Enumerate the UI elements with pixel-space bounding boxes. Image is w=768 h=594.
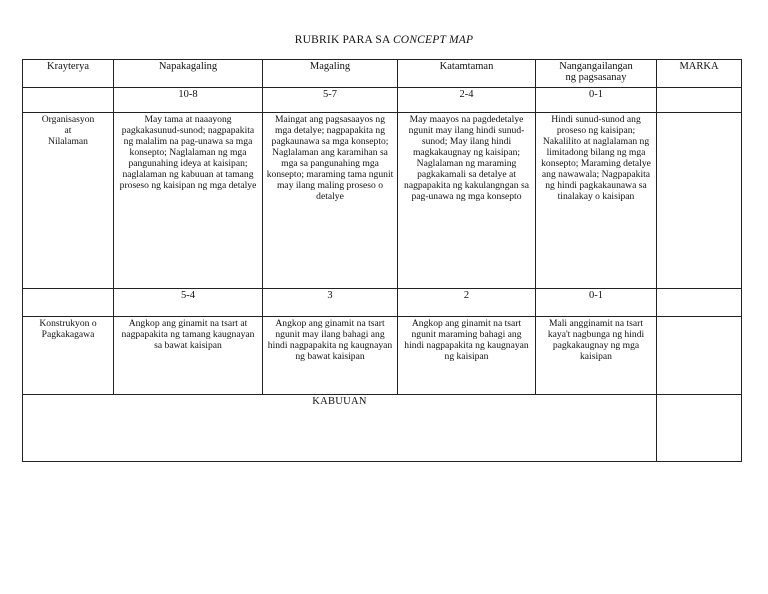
score-cell: 3 xyxy=(263,289,398,317)
score-row xyxy=(23,289,742,317)
header-score: MARKA xyxy=(657,60,742,88)
header-level-1: Napakagaling xyxy=(114,60,263,88)
score-row xyxy=(23,88,742,113)
description-cell: Angkop ang ginamit na tsart at nagpapakita ng tamang kaugnayan sa bawat kaisipan xyxy=(114,317,263,395)
header-row xyxy=(23,60,742,88)
criteria-row xyxy=(23,113,742,289)
header-level-4 xyxy=(536,60,657,88)
criteria-name-line: Organisasyon xyxy=(41,114,95,125)
score-cell: 0-1 xyxy=(536,88,657,113)
marka-cell xyxy=(657,289,742,317)
description-cell: May maayos na pagdedetalye ngunit may ilang hindi sunud-sunod; May ilang hindi magkakaugnay ng kaisipan; Naglalaman ng maraming pagkakamali sa detalye at nagpapakita ng kakulangngan sa pag-unawa ng mga konsepto xyxy=(398,113,536,289)
criteria-row xyxy=(23,317,742,395)
score-cell: 5-7 xyxy=(263,88,398,113)
empty-cell xyxy=(23,289,114,317)
page-title xyxy=(0,34,768,46)
marka-cell xyxy=(657,88,742,113)
header-level-4-line2: ng pagsasanay xyxy=(565,72,627,83)
score-cell: 0-1 xyxy=(536,289,657,317)
criteria-name xyxy=(23,113,114,289)
title-main: RUBRIK PARA SA xyxy=(294,34,393,46)
criteria-name-line: Pagkakagawa xyxy=(41,329,95,340)
description-cell: Maingat ang pagsasaayos ng mga detalye; nagpapakita ng pagkaunawa sa mga konsepto; Naglalaman ang karamihan sa mga sa pangunahing mga konsepto; maraming tama ngunit may ilang maling proseso o detalye xyxy=(263,113,398,289)
header-level-2: Magaling xyxy=(263,60,398,88)
title-emphasis: CONCEPT MAP xyxy=(392,34,474,46)
rubric-table xyxy=(22,59,742,462)
criteria-name-line: at xyxy=(64,125,72,136)
description-cell: Mali angginamit na tsart kaya't nagbunga ng hindi pagkakaugnay ng mga kaisipan xyxy=(536,317,657,395)
header-criteria: Krayterya xyxy=(23,60,114,88)
score-cell: 5-4 xyxy=(114,289,263,317)
marka-cell xyxy=(657,113,742,289)
criteria-name xyxy=(23,317,114,395)
header-level-3: Katamtaman xyxy=(398,60,536,88)
marka-cell xyxy=(657,317,742,395)
score-cell: 10-8 xyxy=(114,88,263,113)
description-cell: Angkop ang ginamit na tsart ngunit maraming bahagi ang hindi nagpapakita ng kaugnayan ng kaisipan xyxy=(398,317,536,395)
score-cell: 2 xyxy=(398,289,536,317)
total-marka-cell xyxy=(657,395,742,462)
description-cell: May tama at naaayong pagkakasunud-sunod; nagpapakita ng malalim na pag-unawa sa mga konsepto; Naglalaman ng mga pangunahing ideya at kaisipan; naglalaman ng kabuuan at tamang proseso ng kaisipan ng mga detalye xyxy=(114,113,263,289)
total-label: KABUUAN xyxy=(23,395,657,462)
criteria-name-line: Nilalaman xyxy=(48,136,88,147)
empty-cell xyxy=(23,88,114,113)
header-level-4-line1: Nangangailangan xyxy=(559,61,633,72)
total-row xyxy=(23,395,742,462)
score-cell: 2-4 xyxy=(398,88,536,113)
description-cell: Hindi sunud-sunod ang proseso ng kaisipan; Nakalilito at naglalaman ng limitadong bilang ng mga konsepto; Maraming detalye ang nawawala; Nagpapakita ng hindi pagkakaunawa sa tinalakay o kaisipan xyxy=(536,113,657,289)
criteria-name-line: Konstrukyon o xyxy=(39,318,97,329)
description-cell: Angkop ang ginamit na tsart ngunit may ilang bahagi ang hindi nagpapakita ng kaugnayan ng bawat kaisipan xyxy=(263,317,398,395)
